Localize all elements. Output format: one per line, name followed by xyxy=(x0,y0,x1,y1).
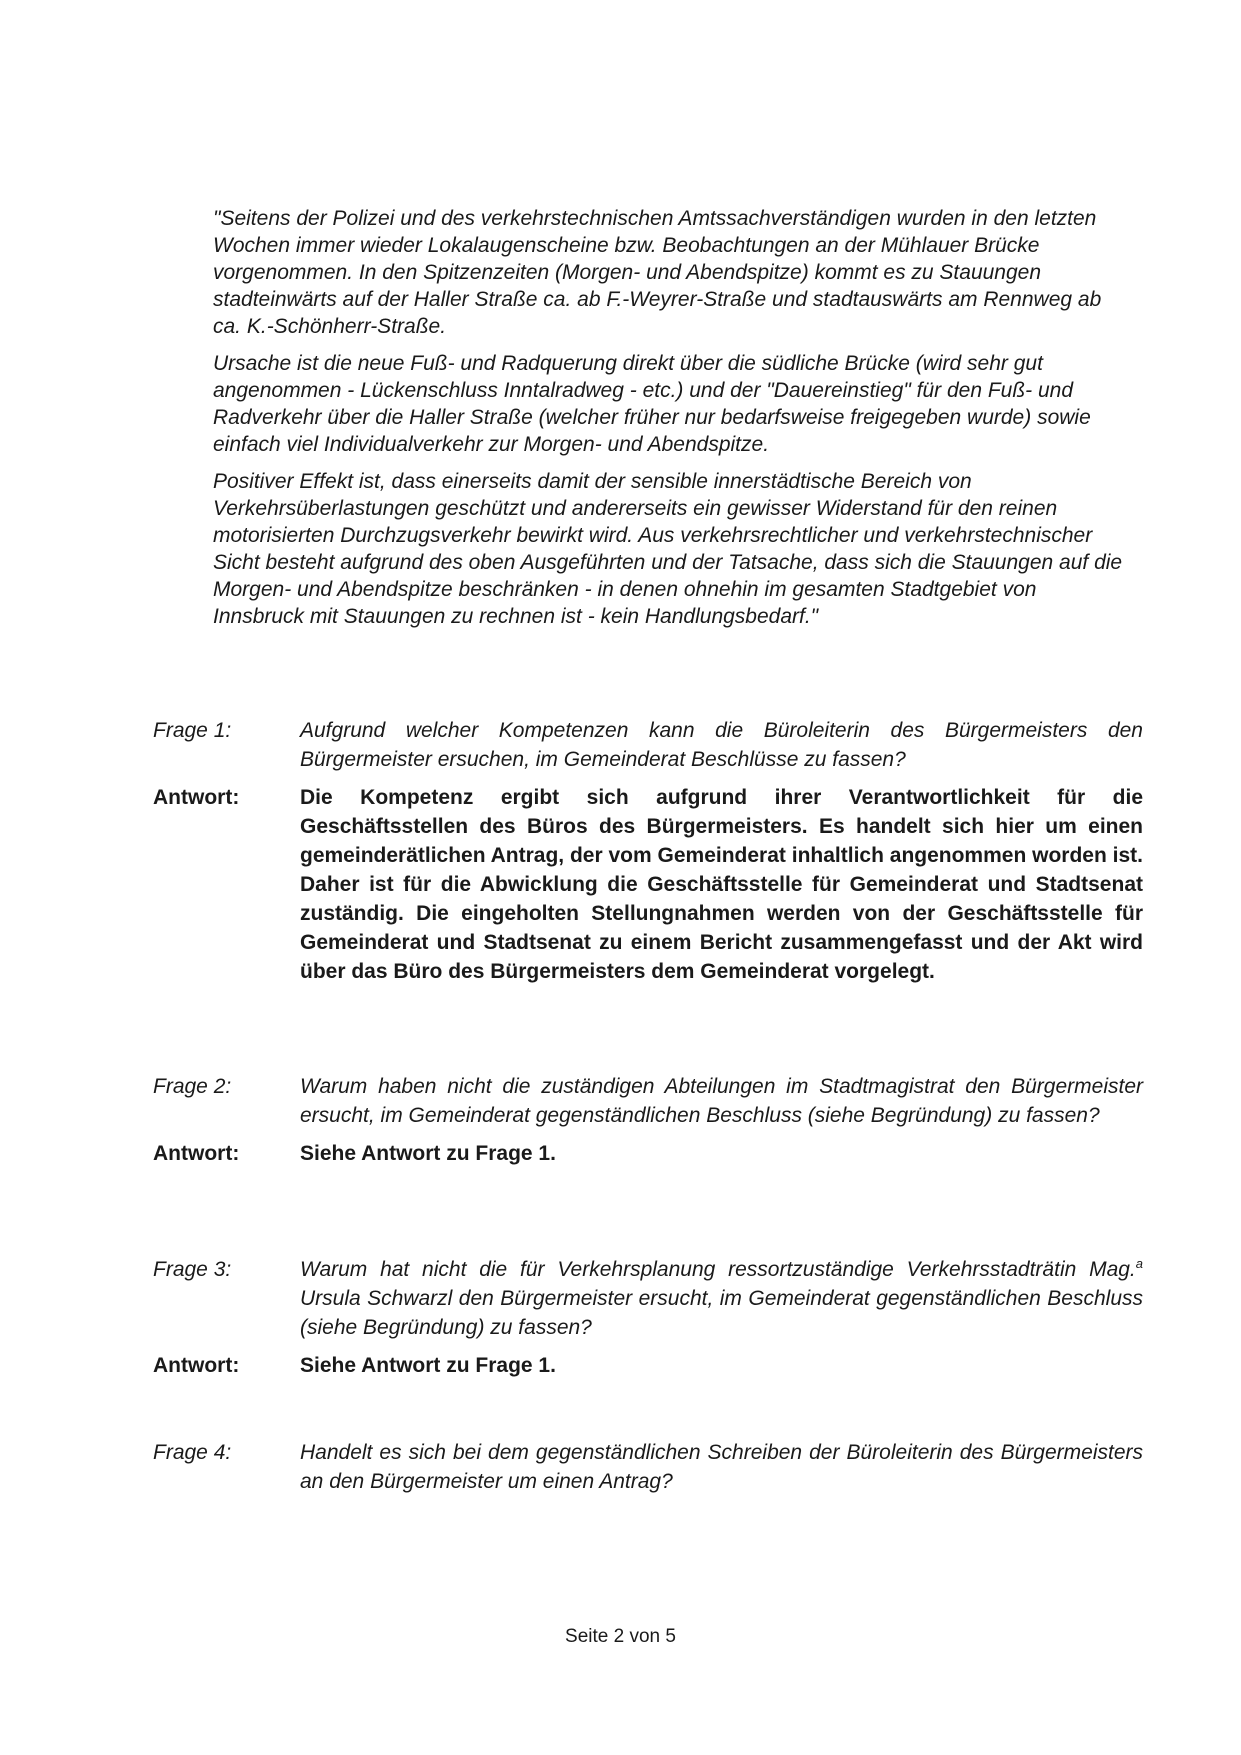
question-1 xyxy=(153,716,1143,774)
question-label: Frage 3: xyxy=(153,1258,232,1281)
answer-1 xyxy=(153,783,1143,986)
answer-3 xyxy=(153,1351,1143,1380)
question-4 xyxy=(153,1438,1143,1496)
question-text-part-1: Warum hat nicht die für Verkehrsplanung ressortzuständige Verkehrsstadträtin Mag. xyxy=(300,1258,1136,1281)
question-text-part-2: Ursula Schwarzl den Bürgermeister ersucht, im Gemeinderat gegenständlichen Beschluss (siehe Begründung) zu fassen? xyxy=(300,1287,1143,1339)
answer-2 xyxy=(153,1139,1143,1168)
question-2 xyxy=(153,1072,1143,1130)
quote-paragraph-2: Ursache ist die neue Fuß- und Radquerung direkt über die südliche Brücke (wird sehr gut angenommen - Lückenschluss Inntalradweg - etc.) und der "Dauereinstieg" für den Fuß- und Radverkehr über die Haller Straße (welcher früher nur bedarfsweise freigegeben wurde) sowie einfach viel Individualverkehr zur Morgen- und Abendspitze. xyxy=(213,352,1091,456)
question-3 xyxy=(153,1255,1143,1342)
quote-paragraph-1: "Seitens der Polizei und des verkehrstechnischen Amtssachverständigen wurden in den letzten Wochen immer wieder Lokalaugenscheine bzw. Beobachtungen an der Mühlauer Brücke vorgenommen. In den Spitzenzeiten (Morgen- und Abendspitze) kommt es zu Stauungen stadteinwärts auf der Haller Straße ca. ab F.-Weyrer-Straße und stadtauswärts am Rennweg ab ca. K.-Schönherr-Straße. xyxy=(213,207,1102,338)
question-text: Handelt es sich bei dem gegenständlichen Schreiben der Büroleiterin des Bürgermeisters an den Bürgermeister um einen Antrag? xyxy=(300,1441,1143,1493)
question-label: Frage 2: xyxy=(153,1075,232,1098)
question-text: Aufgrund welcher Kompetenzen kann die Büroleiterin des Bürgermeisters den Bürgermeister ersuchen, im Gemeinderat Beschlüsse zu fassen? xyxy=(300,719,1143,771)
page-number: Seite 2 von 5 xyxy=(565,1626,676,1647)
answer-label: Antwort: xyxy=(153,1354,240,1377)
answer-text: Siehe Antwort zu Frage 1. xyxy=(300,1142,556,1165)
answer-text: Die Kompetenz ergibt sich aufgrund ihrer Verantwortlichkeit für die Geschäftsstellen des Büros des Bürgermeisters. Es handelt sich hier um einen gemeinderätlichen Antrag, der vom Gemeinderat inhaltlich angenommen worden ist. Daher ist für die Abwicklung die Geschäftsstelle für Gemeinderat und Stadtsenat zuständig. Die eingeholten Stellungnahmen werden von der Geschäftsstelle für Gemeinderat und Stadtsenat zu einem Bericht zusammengefasst und der Akt wird über das Büro des Bürgermeisters dem Gemeinderat vorgelegt. xyxy=(300,786,1143,983)
quote-paragraph-3: Positiver Effekt ist, dass einerseits damit der sensible innerstädtische Bereich von Verkehrsüberlastungen geschützt und andererseits ein gewisser Widerstand für den reinen motorisierten Durchzugsverkehr bewirkt wird. Aus verkehrsrechtlicher und verkehrstechnischer Sicht besteht aufgrund des oben Ausgeführten und der Tatsache, dass sich die Stauungen auf die Morgen- und Abendspitze beschränken - in denen ohnehin im gesamten Stadtgebiet von Innsbruck mit Stauungen zu rechnen ist - kein Handlungsbedarf." xyxy=(213,470,1123,628)
qa-block-2 xyxy=(153,1072,1143,1168)
question-text: Warum haben nicht die zuständigen Abteilungen im Stadtmagistrat den Bürgermeister ersucht, im Gemeinderat gegenständlichen Beschluss (siehe Begründung) zu fassen? xyxy=(300,1075,1143,1127)
question-label: Frage 1: xyxy=(153,719,232,742)
question-text xyxy=(300,1255,1143,1342)
superscript-a: a xyxy=(1135,1256,1143,1271)
qa-block-3 xyxy=(153,1255,1143,1380)
question-label: Frage 4: xyxy=(153,1441,232,1464)
answer-label: Antwort: xyxy=(153,1142,240,1165)
answer-text: Siehe Antwort zu Frage 1. xyxy=(300,1354,556,1377)
answer-label: Antwort: xyxy=(153,786,240,809)
qa-block-4 xyxy=(153,1438,1143,1496)
qa-block-1 xyxy=(153,716,1143,986)
quoted-statement xyxy=(213,205,1133,640)
